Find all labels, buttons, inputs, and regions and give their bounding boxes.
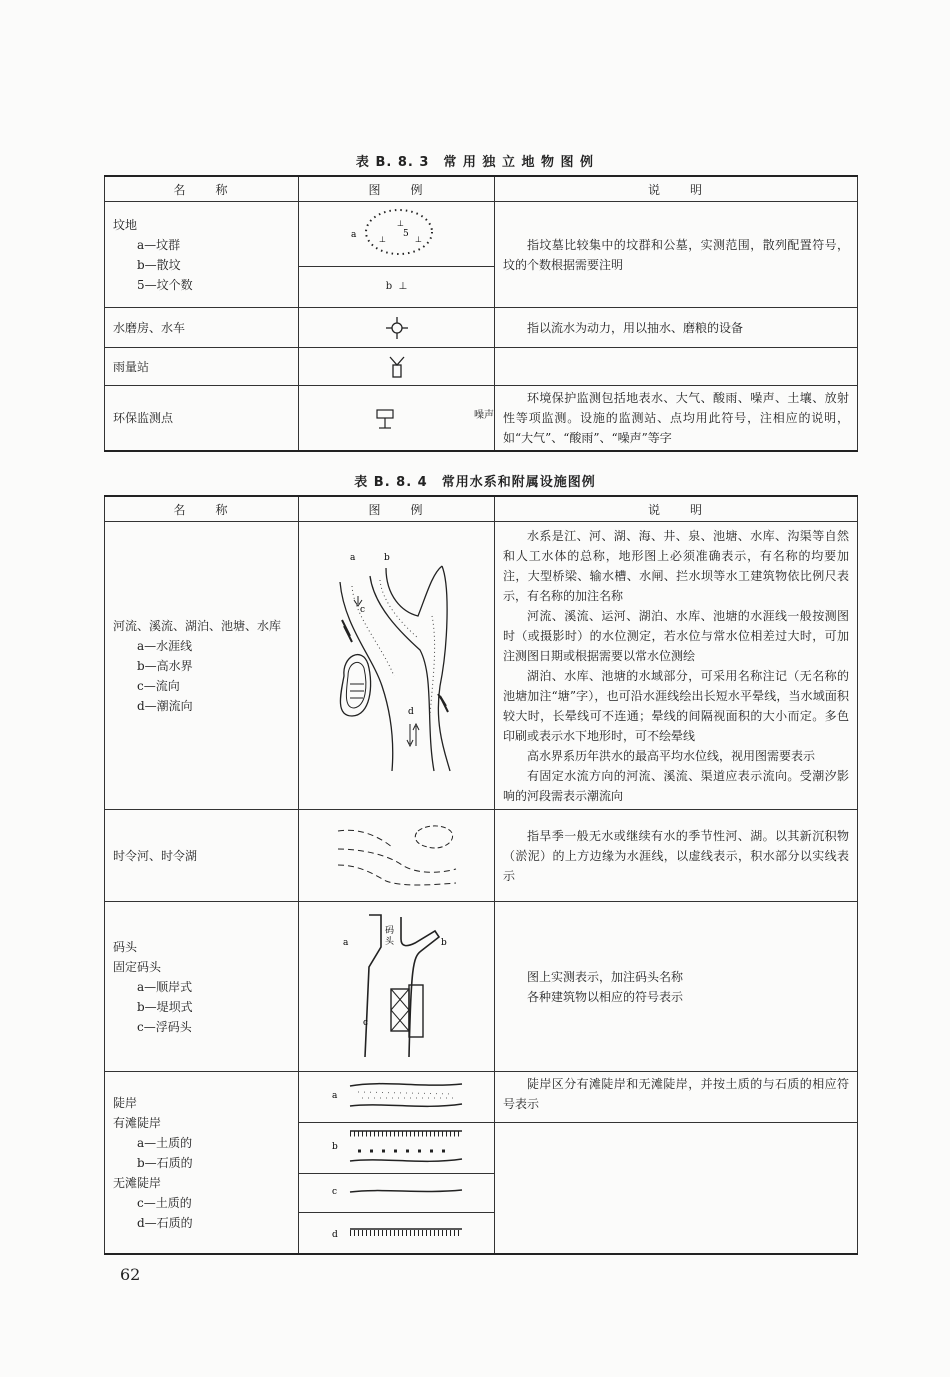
row-raingauge-name: 雨量站 (105, 348, 299, 386)
row-graveyard-desc: 指坟墓比较集中的坟群和公墓，实测范围，散列配置符号，坟的个数根据需要注明 (495, 202, 858, 308)
graveyard-cluster-icon (337, 202, 457, 262)
svg-text:d: d (331, 1230, 338, 1240)
row-steepbank-desc: 陡岸区分有滩陡岸和无滩陡岸，并按土质的与石质的相应符号表示 (495, 1072, 858, 1255)
table2-caption: 表 B. 8. 4 常用水系和附属设施图例 (354, 475, 596, 490)
svg-text:b: b (440, 937, 447, 948)
wharf-symbol (299, 902, 495, 1072)
svg-text:a: a (331, 1091, 337, 1101)
row-river-name: 河流、溪流、湖泊、池塘、水库 a—水涯线 b—高水界 c—流向 d—潮流向 (105, 522, 299, 810)
svg-text:⊥: ⊥ (414, 235, 422, 244)
seasonal-river-icon (332, 821, 462, 891)
row-steepbank-name: 陡岸 有滩陡岸 a—土质的 b—石质的 无滩陡岸 c—土质的 d—石质的 (105, 1072, 299, 1255)
raingauge-symbol (299, 348, 495, 386)
rain-gauge-icon (387, 354, 407, 380)
svg-text:a: a (342, 937, 348, 948)
svg-text:c: c (362, 1017, 368, 1028)
seasonal-symbol (299, 810, 495, 902)
steepbank-symbol (299, 1072, 495, 1255)
river-symbol (299, 522, 495, 810)
svg-text:⊥: ⊥ (378, 235, 386, 244)
row-seasonal-name: 时令河、时令湖 (105, 810, 299, 902)
monitor-point-icon (374, 404, 396, 432)
earth-bank-icon (302, 1174, 492, 1210)
watermill-symbol (299, 308, 495, 348)
earth-bank-beach-icon (302, 1072, 492, 1120)
svg-text:c: c (359, 604, 365, 615)
row-envmonitor-name: 环保监测点 (105, 386, 299, 452)
svg-text:b: b (331, 1142, 338, 1152)
rock-bank-beach-icon (302, 1123, 492, 1171)
svg-text:a: a (350, 230, 356, 240)
row-wharf-desc: 图上实测表示，加注码头名称 各种建筑物以相应的符号表示 (495, 902, 858, 1072)
svg-text:d: d (407, 706, 414, 717)
rock-bank-icon (302, 1213, 492, 1251)
page-number: 62 (120, 1265, 141, 1284)
row-envmonitor-desc: 环境保护监测包括地表水、大气、酸雨、噪声、土壤、放射性等项监测。设施的监测站、点均用此符号，注相应的说明，如“大气”、“酸雨”、“噪声”等字 (495, 386, 858, 452)
svg-text:c: c (331, 1187, 337, 1197)
row-watermill-desc: 指以流水为动力，用以抽水、磨粮的设备 (495, 308, 858, 348)
row-wharf-name: 码头 固定码头 a—顺岸式 b—堤坝式 c—浮码头 (105, 902, 299, 1072)
header-desc: 说 明 (495, 496, 858, 522)
svg-text:b: b (383, 552, 390, 563)
graveyard-symbol (299, 202, 495, 308)
header-name: 名 称 (105, 496, 299, 522)
single-grave-icon: b ⊥ (385, 281, 408, 292)
svg-text:码: 码 (384, 925, 394, 936)
row-river-desc: 水系是江、河、湖、海、井、泉、池塘、水库、沟渠等自然和人工水体的总称，地形图上必须准确表示，有名称的均要加注，大型桥梁、输水槽、水闸、拦水坝等水工建筑物依比例尺表示，有名称的加注名称 河流、溪流、运河、湖泊、水库、池塘的水涯线一般按测图时（或摄影时）的水位测定，若水位与常水位相差过大时，可加注测图日期或根据需要以常水位测绘 湖泊、水库、池塘的水域部分，可采用名称注记（无名称的池塘加注“塘”字），也可沿水涯线绘出长短水平晕线，当水域面积较大时，长晕线可不连通；晕线的间隔视面积的大小而定。多色印刷或表示水下地形时，可不绘晕线 高水界系历年洪水的最高平均水位线，视用图需要表示 有固定水流方向的河流、溪流、渠道应表示流向。受潮汐影响的河段需表示潮流向 (495, 522, 858, 810)
header-desc: 说 明 (495, 176, 858, 202)
header-symbol: 图 例 (299, 176, 495, 202)
svg-text:⊥: ⊥ (396, 219, 404, 228)
header-name: 名 称 (105, 176, 299, 202)
row-seasonal-desc: 指旱季一般无水或继续有水的季节性河、湖。以其新沉积物（淤泥）的上方边缘为水涯线，以虚线表示，积水部分以实线表示 (495, 810, 858, 902)
envmonitor-symbol: 噪声 (299, 386, 495, 452)
row-graveyard-name: 坟地 a—坟群 b—散坟 5—坟个数 (105, 202, 299, 308)
row-raingauge-desc (495, 348, 858, 386)
table-b84 (104, 495, 858, 1255)
table-b83 (104, 175, 858, 452)
svg-text:头: 头 (384, 936, 394, 947)
table1-caption: 表 B. 8. 3 常 用 独 立 地 物 图 例 (355, 155, 595, 170)
svg-text:a: a (349, 552, 355, 563)
svg-text:5: 5 (402, 229, 409, 239)
watermill-icon (384, 315, 410, 341)
header-symbol: 图 例 (299, 496, 495, 522)
wharf-icon (337, 907, 457, 1067)
river-map-icon (322, 546, 472, 786)
row-watermill-name: 水磨房、水车 (105, 308, 299, 348)
